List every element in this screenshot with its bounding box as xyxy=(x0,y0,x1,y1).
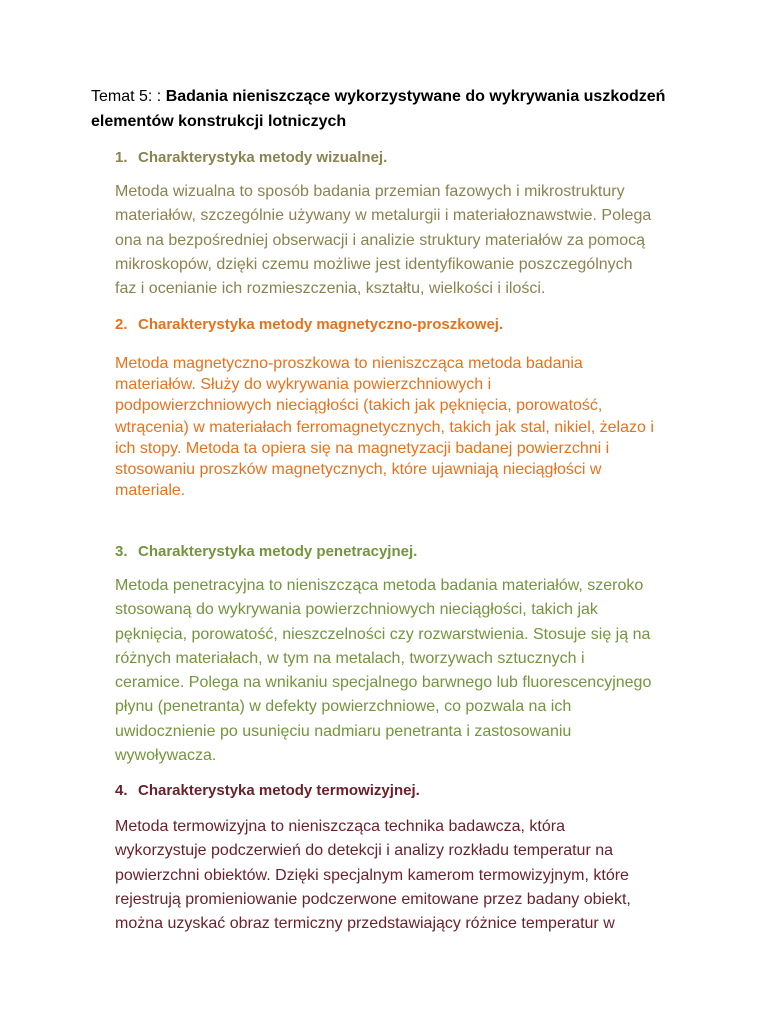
body-line: materiałów. Służy do wykrywania powierzchniowych i xyxy=(115,376,492,394)
body-line: można uzyskać obraz termiczny przedstawiający różnice temperatur w xyxy=(115,915,615,932)
section-body-2 xyxy=(115,353,685,501)
section-heading-3 xyxy=(115,542,695,562)
body-line: Metoda wizualna to sposób badania przemian fazowych i mikrostruktury xyxy=(115,183,625,200)
body-line: uwidocznienie po usunięciu nadmiaru penetranta i zastosowaniu xyxy=(115,722,572,740)
title-text: Badania nieniszczące wykorzystywane do wykrywania uszkodzeń elementów konstrukcji lotniczych xyxy=(91,88,666,130)
section-heading-text-2: Charakterystyka metody magnetyczno-proszkowej. xyxy=(138,316,504,333)
body-line: mikroskopów, dzięki czemu możliwe jest identyfikowanie poszczególnych xyxy=(115,255,633,273)
section-heading-text-3: Charakterystyka metody penetracyjnej. xyxy=(138,543,418,560)
body-line: pęknięcia, porowatość, nieszczelności czy rozwarstwienia. Stosuje się ją na xyxy=(115,625,651,643)
section-body-1 xyxy=(115,180,685,301)
title-prefix: Temat 5: : xyxy=(91,88,166,105)
body-line: podpowierzchniowych nieciągłości (takich jak pęknięcia, porowatość, xyxy=(115,397,603,415)
body-line: różnych materiałach, w tym na metalach, tworzywach sztucznych i xyxy=(115,649,585,667)
section-number-4: 4. xyxy=(115,782,128,799)
body-line: Metoda termowizyjna to nieniszcząca technika badawcza, która xyxy=(115,818,565,835)
section-heading-4 xyxy=(115,781,695,801)
section-number-1: 1. xyxy=(115,149,128,166)
body-line: Metoda penetracyjna to nieniszcząca metoda badania materiałów, szeroko xyxy=(115,577,644,594)
section-body-4 xyxy=(115,815,685,936)
body-line: wykorzystuje podczerwień do detekcji i analizy rozkładu temperatur na xyxy=(115,842,614,860)
body-line: wtrącenia) w materiałach ferromagnetycznych, takich jak stal, nikiel, żelazo i xyxy=(115,418,654,436)
section-heading-text-4: Charakterystyka metody termowizyjnej. xyxy=(138,782,420,799)
section-number-3: 3. xyxy=(115,543,128,560)
body-line: ona na bezpośredniej obserwacji i analizie struktury materiałów za pomocą xyxy=(115,231,646,249)
body-line: materiałów, szczególnie używany w metalurgii i materiałoznawstwie. Polega xyxy=(115,207,652,225)
body-line: ceramice. Polega na wnikaniu specjalnego barwnego lub fluorescencyjnego xyxy=(115,674,652,691)
body-line: płynu (penetranta) w defekty powierzchniowe, co pozwala na ich xyxy=(115,698,572,716)
document-title xyxy=(91,84,691,134)
section-body-3 xyxy=(115,574,685,768)
section-heading-2 xyxy=(115,315,695,335)
body-line: wywoływacza. xyxy=(115,746,217,764)
section-number-2: 2. xyxy=(115,316,128,333)
body-line: ich stopy. Metoda ta opiera się na magnetyzacji badanej powierzchni i xyxy=(115,439,610,457)
body-line: Metoda magnetyczno-proszkowa to nieniszcząca metoda badania xyxy=(115,355,583,372)
section-heading-1 xyxy=(115,148,695,168)
body-line: materiale. xyxy=(115,482,186,500)
body-line: stosowaną do wykrywania powierzchniowych nieciągłości, takich jak xyxy=(115,601,598,619)
body-line: rejestrują promieniowanie podczerwone emitowane przez badany obiekt, xyxy=(115,890,631,908)
section-heading-text-1: Charakterystyka metody wizualnej. xyxy=(138,149,388,166)
body-line: faz i ocenianie ich rozmieszczenia, kształtu, wielkości i ilości. xyxy=(115,280,546,297)
body-line: stosowaniu proszków magnetycznych, które ujawniają nieciągłości w xyxy=(115,461,602,479)
body-line: powierzchni obiektów. Dzięki specjalnym kamerom termowizyjnym, które xyxy=(115,866,629,884)
